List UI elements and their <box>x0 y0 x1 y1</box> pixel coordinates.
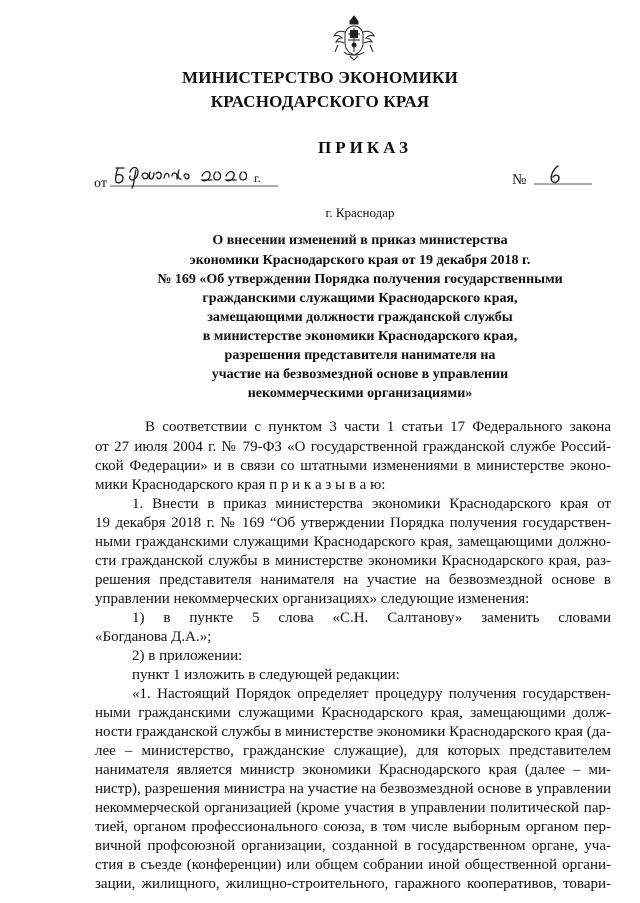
handwritten-date <box>110 158 280 192</box>
body-text-line: нанимателя является министр экономики Краснодарского края (далее – ми- <box>95 762 611 778</box>
coat-of-arms-icon <box>332 12 376 62</box>
body-text-line: ными гражданскими служащими Краснодарского края, замещающими долж- <box>95 705 611 721</box>
body-text-line: мики Краснодарского края п р и к а з ы в а ю: <box>95 477 386 493</box>
body-text-line: пункт 1 изложить в следующей редакции: <box>132 667 400 683</box>
order-title-line: некоммерческими организациями» <box>247 386 473 401</box>
body-text-line: управлении некоммерческих организациях» следующие изменения: <box>95 591 530 607</box>
body-text-line: нистр), разрешения министра на участие на безвозмездной основе в управлении <box>95 781 611 797</box>
body-text-line: 2) в приложении: <box>132 648 243 664</box>
order-title-line: в министерстве экономики Краснодарского края, <box>202 329 518 344</box>
body-text-line: ными гражданскими служащими Краснодарского края, замещающими должно- <box>95 534 611 550</box>
body-text-line: ской Федерации» и в связи со штатными изменениями в министерстве эконо- <box>95 458 611 474</box>
handwritten-number <box>534 160 594 190</box>
order-title-line: О внесении изменений в приказ министерства <box>212 233 508 248</box>
city-name: г. Краснодар <box>325 205 395 220</box>
date-prefix: от <box>94 176 107 191</box>
body-text-line: 1. Внести в приказ министерства экономики Краснодарского края от <box>132 496 611 512</box>
document-type-heading: ПРИКАЗ <box>318 138 412 157</box>
order-title-line: разрешения представителя нанимателя на <box>224 348 496 363</box>
order-title-line: экономики Краснодарского края от 19 декабря 2018 г. <box>189 253 531 268</box>
body-text-line: ности гражданской службы в министерстве экономики Краснодарского края (да- <box>95 724 611 740</box>
body-text-line: сти гражданской службы в министерстве экономики Краснодарского края, раз- <box>95 553 611 569</box>
body-text-line: от 27 июля 2004 г. № 79-ФЗ «О государственной гражданской службе Россий- <box>95 439 611 455</box>
body-text-line: 19 декабря 2018 г. № 169 “Об утверждении Порядка получения государствен- <box>95 515 611 531</box>
order-title-line: замещающими должности гражданской службы <box>207 310 513 325</box>
body-text-line: тией, органом профессионального союза, в том числе выборным органом пер- <box>95 819 611 835</box>
body-text-line: «1. Настоящий Порядок определяет процедуру получения государствен- <box>132 686 611 702</box>
body-text-line: вичной профсоюзной организации, созданной в государственном органе, уча- <box>95 838 611 854</box>
body-text-line: лее – министерство, гражданские служащие), для которых представителем <box>95 743 611 759</box>
order-title-line: № 169 «Об утверждении Порядка получения государственными <box>157 272 563 287</box>
ministry-name-line2: КРАСНОДАРСКОГО КРАЯ <box>210 92 430 111</box>
body-text-line: решения представителя нанимателя на участие на безвозмездной основе в <box>95 572 611 588</box>
svg-text:г.: г. <box>254 171 261 185</box>
order-title-line: участие на безвозмездной основе в управлении <box>211 367 509 382</box>
body-text-line: В соответствии с пунктом 3 части 1 статьи 17 Федерального закона <box>145 419 611 435</box>
body-text-line: стия в съезде (конференции) или общем собрании иной общественной органи- <box>95 857 611 873</box>
body-text-line: некоммерческой организацией (кроме участия в управлении политической пар- <box>95 800 611 816</box>
body-text-line: «Богданова Д.А.»; <box>95 629 212 645</box>
body-text-line: зации, жилищного, жилищно-строительного, гаражного кооперативов, товари- <box>95 876 611 892</box>
body-text-line: 1) в пункте 5 слова «С.Н. Салтанову» заменить словами <box>132 610 611 626</box>
ministry-name-line1: МИНИСТЕРСТВО ЭКОНОМИКИ <box>181 68 458 87</box>
number-prefix: № <box>512 172 527 188</box>
order-title-line: гражданскими служащими Краснодарского края, <box>202 291 518 306</box>
